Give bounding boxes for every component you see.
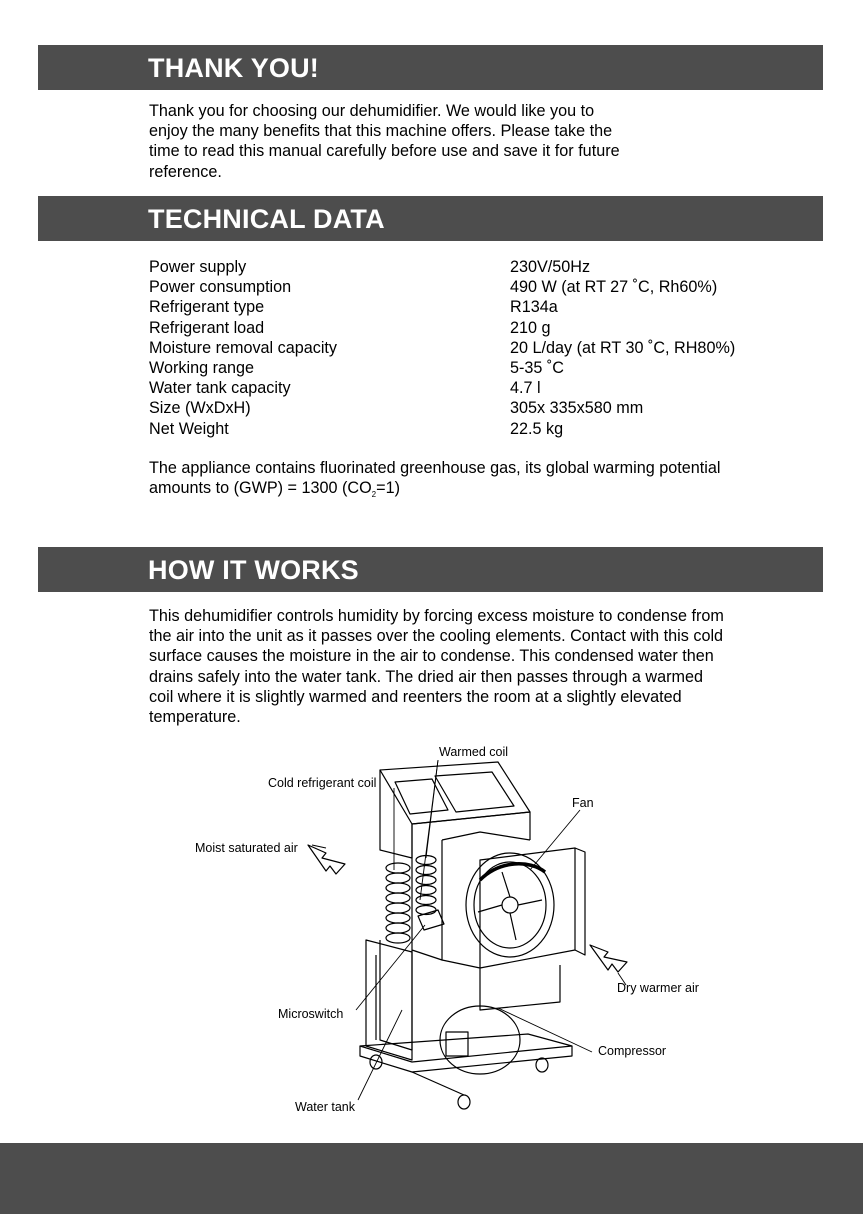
spec-label: Refrigerant type: [149, 298, 265, 317]
spec-row: [149, 378, 829, 398]
thank-you-paragraph: [149, 101, 620, 182]
section-title-how-it-works: HOW IT WORKS: [148, 555, 359, 585]
spec-value: 230V/50Hz: [510, 258, 591, 276]
section-header-technical-data: [38, 196, 823, 241]
label-dry-warmer-air: Dry warmer air: [617, 981, 699, 995]
text-line: time to read this manual carefully before use and save it for future: [149, 142, 620, 161]
text-line: The appliance contains fluorinated greenhouse gas, its global warming potential: [149, 459, 721, 477]
text-line: Thank you for choosing our dehumidifier. We would like you to: [149, 102, 595, 120]
spec-table: [149, 257, 829, 439]
top-housing-recess: [435, 772, 514, 812]
spec-label: Water tank capacity: [149, 379, 291, 398]
spec-value: 4.7 l: [510, 379, 541, 398]
how-it-works-paragraph: [149, 606, 724, 727]
gwp-text: amounts to (GWP) = 1300 (CO: [149, 479, 372, 498]
spec-row: [149, 277, 829, 297]
dry-air-arrow: [590, 945, 627, 972]
spec-value: R134a: [510, 298, 558, 317]
label-water-tank: Water tank: [295, 1100, 355, 1114]
label-warmed-coil: Warmed coil: [439, 745, 508, 759]
spec-value: 20 L/day (at RT 30 ˚C, RH80%): [510, 338, 736, 357]
text-line: reference.: [149, 162, 222, 181]
moist-air-arrow: [308, 845, 345, 874]
spec-row: [149, 257, 829, 277]
dehumidifier-diagram: [180, 740, 640, 1140]
gas-note: [149, 458, 720, 506]
text-line: [149, 478, 720, 505]
label-cold-refrigerant-coil: Cold refrigerant coil: [268, 776, 377, 790]
spec-value: 490 W (at RT 27 ˚C, Rh60%): [510, 278, 718, 297]
co2-subscript: 2: [371, 490, 377, 500]
text-line: the air into the unit as it passes over the cooling elements. Contact with this cold: [149, 627, 724, 646]
section-header-how-it-works: [38, 547, 823, 592]
spec-value: 5-35 ˚C: [510, 358, 564, 377]
spec-row: [149, 398, 829, 418]
page-footer-band: [0, 1143, 863, 1214]
spec-label: Refrigerant load: [149, 318, 265, 337]
spec-row: [149, 318, 829, 338]
text-line: temperature.: [149, 708, 241, 727]
spec-label: Size (WxDxH): [149, 399, 251, 418]
section-title-thank-you: THANK YOU!: [148, 53, 320, 83]
wheel: [536, 1058, 548, 1072]
label-microswitch: Microswitch: [278, 1007, 344, 1021]
spec-label: Power consumption: [149, 278, 292, 297]
spec-value: 210 g: [510, 318, 551, 337]
spec-label: Working range: [149, 358, 254, 377]
spec-row: [149, 297, 829, 317]
spec-label: Power supply: [149, 258, 247, 276]
spec-label: Moisture removal capacity: [149, 338, 338, 357]
gwp-text-end: =1): [376, 479, 400, 498]
spec-row: [149, 338, 829, 358]
water-tank-drawing: [366, 940, 412, 1060]
label-fan: Fan: [572, 796, 594, 810]
spec-row: [149, 358, 829, 378]
spec-value: 22.5 kg: [510, 419, 564, 438]
microswitch-drawing: [418, 910, 444, 930]
text-line: surface causes the moisture in the air to condense. This condensed water then: [149, 647, 714, 666]
section-header-thank-you: [38, 45, 823, 90]
text-line: This dehumidifier controls humidity by forcing excess moisture to condense from: [149, 607, 724, 625]
cold-coil-drawing: [386, 863, 410, 943]
spec-value: 305x 335x580 mm: [510, 399, 644, 418]
warmed-coil-drawing: [416, 856, 436, 915]
spec-row: [149, 419, 829, 439]
section-title-technical-data: TECHNICAL DATA: [148, 204, 385, 234]
label-moist-saturated-air: Moist saturated air: [195, 841, 298, 855]
text-line: drains safely into the water tank. The dried air then passes through a warmed: [149, 667, 703, 686]
text-line: enjoy the many benefits that this machine offers. Please take the: [149, 122, 613, 141]
label-compressor: Compressor: [598, 1044, 667, 1058]
text-line: coil where it is slightly warmed and reenters the room at a slightly elevated: [149, 687, 682, 706]
wheel: [458, 1095, 470, 1109]
spec-label: Net Weight: [149, 419, 229, 438]
